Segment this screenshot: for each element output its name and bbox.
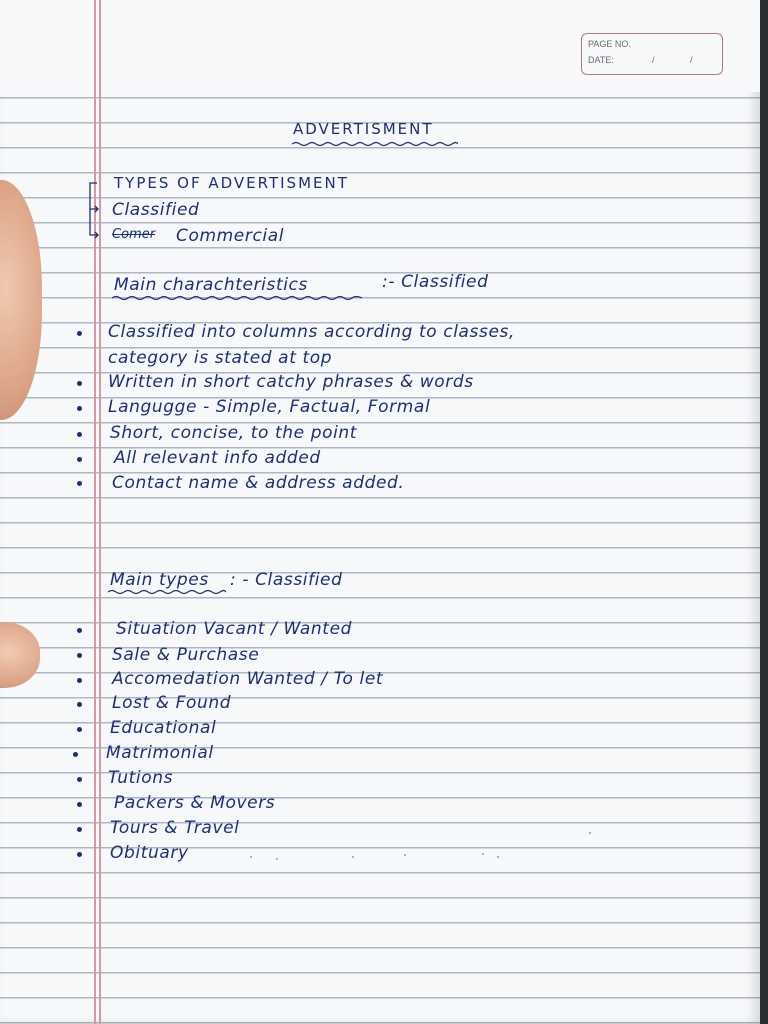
characteristic-line: Written in short catchy phrases & words <box>108 372 474 392</box>
struck-out-word: Comer <box>112 227 156 242</box>
characteristic-line: Short, concise, to the point <box>110 423 358 443</box>
type-item-commercial: Commercial <box>176 226 285 246</box>
main-types-heading: Main types <box>110 570 209 590</box>
date-separator: / <box>652 55 655 65</box>
characteristic-line: Langugge - Simple, Factual, Formal <box>108 397 431 417</box>
pencil-dot <box>276 858 278 860</box>
bullet <box>77 827 82 832</box>
main-type-item: Packers & Movers <box>114 793 276 813</box>
main-type-item: Matrimonial <box>106 743 214 763</box>
bullet <box>77 852 82 857</box>
pencil-dot <box>250 856 252 858</box>
page-no-label: PAGE NO. <box>588 39 631 49</box>
bracket-arrow <box>86 181 102 239</box>
bullet <box>77 381 82 386</box>
page-date-box <box>581 33 723 75</box>
characteristics-heading: Main charachteristics <box>114 275 308 295</box>
bullet <box>77 628 82 633</box>
pencil-dot <box>589 832 591 834</box>
finger-shadow <box>0 180 42 420</box>
main-types-heading-suffix: : - Classified <box>230 570 343 590</box>
margin-line <box>99 0 101 1024</box>
main-type-item: Accomedation Wanted / To let <box>112 669 384 689</box>
bullet <box>77 777 82 782</box>
bullet <box>77 678 82 683</box>
main-type-item: Tutions <box>108 768 174 788</box>
bullet <box>77 702 82 707</box>
types-heading: TYPES OF ADVERTISMENT <box>114 174 349 192</box>
pencil-dot <box>482 853 484 855</box>
title-underline <box>292 141 458 147</box>
main-type-item: Lost & Found <box>112 693 232 713</box>
pencil-dot <box>404 854 406 856</box>
pencil-dot <box>352 856 354 858</box>
bullet <box>77 481 82 486</box>
finger-shadow <box>0 622 40 688</box>
characteristic-line: Classified into columns according to classes, <box>108 322 515 342</box>
date-label: DATE: <box>588 55 614 65</box>
main-type-item: Sale & Purchase <box>112 645 260 665</box>
bullet <box>77 432 82 437</box>
bullet <box>77 457 82 462</box>
bullet <box>77 653 82 658</box>
bullet <box>77 802 82 807</box>
characteristic-line: category is stated at top <box>108 348 333 368</box>
main-types-underline <box>108 589 226 595</box>
margin-line <box>94 0 96 1024</box>
characteristics-heading-suffix: :- Classified <box>382 272 489 292</box>
bullet <box>77 331 82 336</box>
main-type-item: Tours & Travel <box>110 818 240 838</box>
page-title: ADVERTISMENT <box>293 120 434 138</box>
main-type-item: Educational <box>110 718 217 738</box>
type-item-classified: Classified <box>112 200 200 220</box>
characteristic-line: Contact name & address added. <box>112 473 405 493</box>
main-type-item: Situation Vacant / Wanted <box>116 619 353 639</box>
bullet <box>77 727 82 732</box>
bullet <box>73 752 78 757</box>
pencil-dot <box>497 856 499 858</box>
characteristic-line: All relevant info added <box>114 448 321 468</box>
characteristics-underline <box>112 295 362 301</box>
main-type-item: Obituary <box>110 843 189 863</box>
date-separator: / <box>690 55 693 65</box>
bullet <box>77 406 82 411</box>
